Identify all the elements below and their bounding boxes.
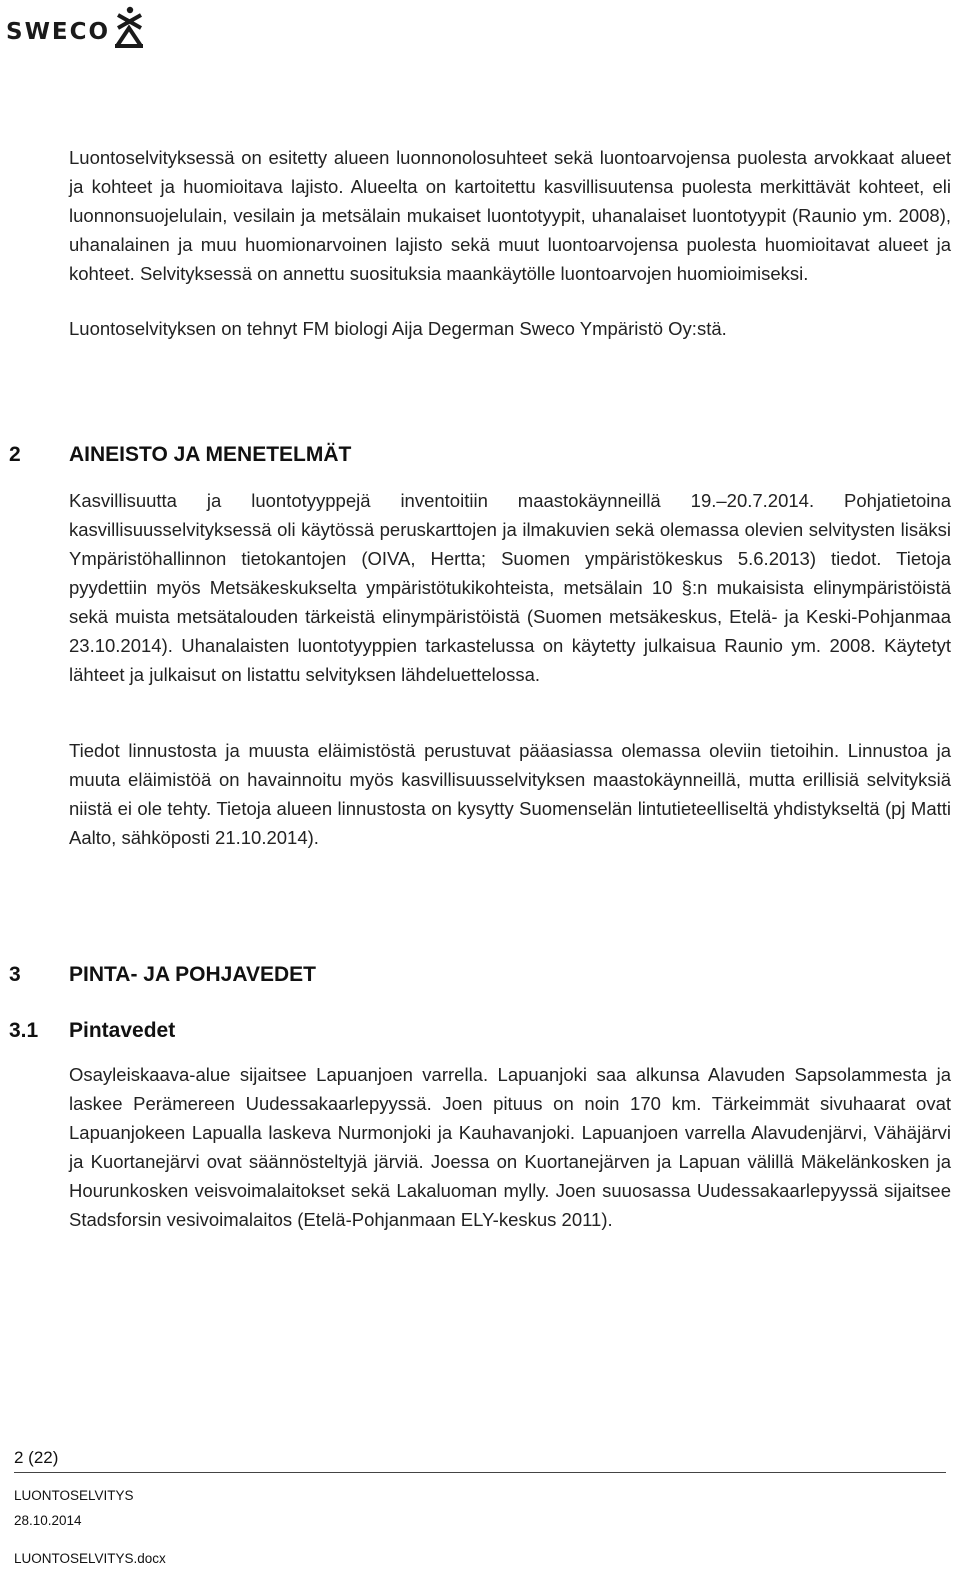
- page-number: 2 (22): [14, 1448, 59, 1467]
- subsection-title: Pintavedet: [69, 1019, 176, 1042]
- subsection-heading-3-1: [9, 1016, 176, 1045]
- section-number: 2: [9, 443, 21, 466]
- surface-waters-paragraph: Osayleiskaava-alue sijaitsee Lapuanjoen varrella. Lapuanjoki saa alkunsa Alavuden Sapsolammesta ja laskee Perämereen Uudessakaarlepyyssä. Joen pituus on noin 170 km. Tärkeimmät sivuhaarat ovat Lapuanjokeen Lapualla laskeva Nurmonjoki ja Kauhavanjoki. Lapuanjoen varrella Alavudenjärvi, Vähäjärvi ja Kuortanejärvi ovat säännösteltyjä järviä. Joessa on Kuortanejärven ja Lapuan välillä Mäkelänkosken ja Hourunkosken veisvoimalaitokset sekä Lakaluoman mylly. Joen suuosassa Uudessakaarlepyyssä sijaitsee Stadsforsin vesivoimalaitos (Etelä-Pohjanmaan ELY-keskus 2011).: [69, 1064, 951, 1230]
- intro-paragraph: Luontoselvityksessä on esitetty alueen luonnonolosuhteet sekä luontoarvojensa puolesta arvokkaat alueet ja kohteet ja huomioitava lajisto. Alueelta on kartoitettu kasvillisuutensa puolesta merkittävät kohteet, eli luonnonsuojelulain, vesilain ja metsälain mukaiset luontotyypit, uhanalaiset luontotyypit (Raunio ym. 2008), uhanalainen ja muu huomionarvoinen lajisto sekä muut luontoarvojensa puolesta huomioitavat alueet ja kohteet. Selvityksessä on annettu suosituksia maankäytölle luontoarvojen huomioimiseksi.: [69, 147, 951, 284]
- logo-text: SWECO: [6, 19, 111, 45]
- methods-paragraph: Kasvillisuutta ja luontotyyppejä inventoitiin maastokäynneillä 19.–20.7.2014. Pohjatietoina kasvillisuusselvityksessä oli käytössä peruskarttojen ja ilmakuvien sekä olemassa olevien selvitysten lisäksi Ympäristöhallinnon tietokantojen (OIVA, Hertta; Suomen ympäristökeskus 5.6.2013) tiedot. Tietoja pyydettiin myös Metsäkeskukselta ympäristötukikohteista, metsälain 10 §:n mukaisista elinympäristöistä sekä muista metsätalouden tärkeistä elinympäristöistä (Suomen metsäkeskus, Etelä- ja Keski-Pohjanmaa 23.10.2014). Uhanalaisten luontotyyppien tarkastelussa on käytetty julkaisua Raunio ym. 2008. Käytetyt lähteet ja julkaisut on listattu selvityksen lähdeluettelossa.: [69, 490, 951, 685]
- sweco-logo: [6, 4, 144, 48]
- section-heading-3: [9, 960, 316, 989]
- section-heading-2: [9, 440, 352, 469]
- footer-doc-title: LUONTOSELVITYS: [14, 1488, 134, 1503]
- author-paragraph: Luontoselvityksen on tehnyt FM biologi Aija Degerman Sweco Ympäristö Oy:stä.: [69, 318, 727, 339]
- fauna-paragraph: Tiedot linnustosta ja muusta eläimistöstä perustuvat pääasiassa olemassa oleviin tietoihin. Linnustoa ja muuta eläimistöä on havainnoitu myös kasvillisuusselvityksen maastokäynneillä, mutta erillisiä selvityksiä niistä ei ole tehty. Tietoja alueen linnustosta on kysytty Suomenselän lintutieteelliseltä yhdistykseltä (pj Matti Aalto, sähköposti 21.10.2014).: [69, 740, 951, 848]
- footer-filename: LUONTOSELVITYS.docx: [14, 1551, 166, 1566]
- footer-divider: [14, 1472, 946, 1473]
- section-number: 3: [9, 963, 21, 986]
- subsection-number: 3.1: [9, 1019, 39, 1042]
- sweco-symbol-icon: [114, 6, 144, 48]
- footer-date: 28.10.2014: [14, 1513, 82, 1528]
- section-title: PINTA- JA POHJAVEDET: [69, 963, 316, 986]
- section-title: AINEISTO JA MENETELMÄT: [69, 443, 352, 466]
